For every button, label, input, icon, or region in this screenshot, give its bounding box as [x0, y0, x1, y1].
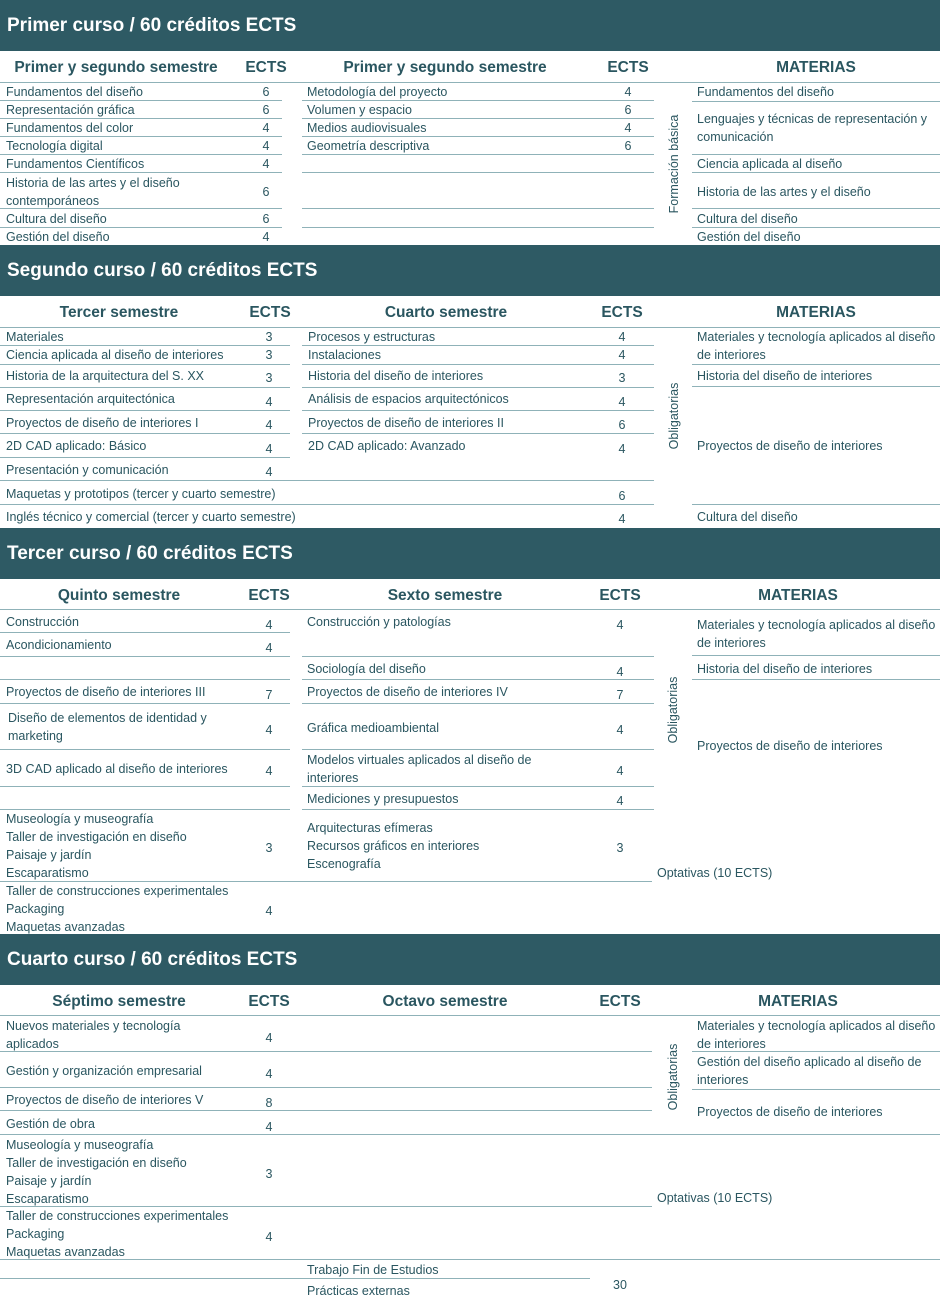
year3-optativa: Escaparatismo	[6, 866, 89, 880]
year3-optativa: Recursos gráficos en interiores	[307, 839, 480, 853]
year4-optativa: Taller de investigación en diseño	[6, 1156, 187, 1170]
year3-ects: 4	[616, 794, 624, 808]
year3-header-ects-left: ECTS	[248, 587, 290, 604]
year4-materia: Materiales y tecnología aplicados al diseño de interiores	[697, 1019, 936, 1051]
year4-subject: Proyectos de diseño de interiores V	[6, 1093, 204, 1107]
year3-optativa: Escenografía	[307, 857, 381, 871]
year2-subject: 2D CAD aplicado: Avanzado	[308, 439, 466, 453]
year2-ects: 3	[265, 348, 273, 362]
year3-optativa: Taller de construcciones experimentales	[6, 884, 229, 898]
year4-header-mid: Octavo semestre	[382, 993, 508, 1010]
year1-subject: Cultura del diseño	[6, 212, 107, 226]
year2-header-ects-mid: ECTS	[601, 304, 643, 321]
year2-subject: Representación arquitectónica	[6, 392, 175, 406]
year4-ects: 3	[265, 1167, 273, 1181]
year4-title: Cuarto curso / 60 créditos ECTS	[7, 948, 298, 970]
year4-optativa: Museología y museografía	[6, 1138, 154, 1152]
row-rule	[0, 632, 290, 633]
row-rule	[0, 703, 290, 704]
year2-ects: 4	[265, 465, 273, 479]
row-rule	[302, 410, 654, 411]
year1-ects: 4	[262, 157, 270, 171]
year3-ects: 7	[616, 688, 624, 702]
row-rule	[0, 387, 290, 388]
year4-final-subject: Trabajo Fin de Estudios	[307, 1263, 439, 1277]
year1-title: Primer curso / 60 créditos ECTS	[7, 14, 297, 36]
year1-subject: Fundamentos del diseño	[6, 85, 143, 99]
year1-ects: 6	[624, 103, 632, 117]
year3-subject: 3D CAD aplicado al diseño de interiores	[6, 762, 228, 776]
year3-ects: 4	[616, 665, 624, 679]
year1-subject: Representación gráfica	[6, 103, 135, 117]
year4-final-ects: 30	[613, 1278, 627, 1292]
year3-header-mid: Sexto semestre	[387, 587, 503, 604]
year1-subject: Volumen y espacio	[307, 103, 412, 117]
year1-ects: 6	[624, 139, 632, 153]
year4-group-label: Obligatorias	[666, 1043, 680, 1111]
year3-group-label: Obligatorias	[666, 676, 680, 744]
year1-materia: Historia de las artes y el diseño	[697, 185, 871, 199]
row-rule	[302, 809, 654, 810]
year2-subject: Análisis de espacios arquitectónicos	[308, 392, 509, 406]
row-rule	[0, 1259, 940, 1260]
year4-ects: 4	[265, 1067, 273, 1081]
year1-ects: 4	[262, 230, 270, 244]
year1-materia: Ciencia aplicada al diseño	[697, 157, 843, 171]
year3-subject: Proyectos de diseño de interiores IV	[307, 685, 508, 699]
year3-optativa: Paisaje y jardín	[6, 848, 92, 862]
year4-ects: 8	[265, 1096, 273, 1110]
year3-subject: Mediciones y presupuestos	[307, 792, 459, 806]
year2-subject: Historia de la arquitectura del S. XX	[6, 369, 205, 383]
year3-header-materias: MATERIAS	[758, 587, 838, 604]
row-rule	[692, 655, 940, 656]
year2-ects: 4	[618, 442, 626, 456]
year1-subject: Geometría descriptiva	[307, 139, 430, 153]
year2-ects: 4	[618, 395, 626, 409]
year3-ects: 4	[265, 904, 273, 918]
year3-title: Tercer curso / 60 créditos ECTS	[7, 542, 293, 564]
year4-title-band	[0, 934, 940, 985]
row-rule	[302, 703, 654, 704]
row-rule	[0, 433, 290, 434]
year1-group-label: Formación básica	[667, 114, 681, 214]
year2-ects: 4	[618, 348, 626, 362]
year1-ects: 6	[262, 185, 270, 199]
year1-title-band	[0, 0, 940, 51]
year2-materia: Materiales y tecnología aplicados al diseño de interiores	[697, 330, 936, 362]
year3-optativa: Taller de investigación en diseño	[6, 830, 187, 844]
year1-subject: Tecnología digital	[6, 139, 103, 153]
year3-subject: Sociología del diseño	[307, 662, 426, 676]
year1-ects: 4	[624, 121, 632, 135]
year2-subject: Proyectos de diseño de interiores II	[308, 416, 504, 430]
year2-subject: Historia del diseño de interiores	[308, 369, 484, 383]
year2-subject: Presentación y comunicación	[6, 463, 169, 477]
year2-ects: 6	[618, 418, 626, 432]
year1-header-left: Primer y segundo semestre	[14, 59, 218, 76]
row-rule	[0, 749, 290, 750]
year2-title-band	[0, 245, 940, 296]
row-rule	[0, 208, 282, 209]
year3-header-rule	[0, 609, 940, 610]
row-rule	[302, 227, 654, 228]
year2-subject: Proyectos de diseño de interiores I	[6, 416, 199, 430]
year2-ects: 4	[265, 395, 273, 409]
year3-optativa: Museología y museografía	[6, 812, 154, 826]
row-rule	[302, 387, 654, 388]
year2-span-subject: Maquetas y prototipos (tercer y cuarto semestre)	[6, 487, 276, 501]
row-rule	[0, 1278, 590, 1279]
row-rule	[692, 208, 940, 209]
year2-ects: 3	[618, 371, 626, 385]
year2-subject: Materiales	[6, 330, 64, 344]
row-rule	[0, 786, 290, 787]
row-rule	[692, 172, 940, 173]
row-rule	[302, 172, 654, 173]
row-rule	[692, 364, 940, 365]
year3-ects: 4	[265, 618, 273, 632]
year4-optativa: Taller de construcciones experimentales	[6, 1209, 229, 1223]
year1-header-ects-left: ECTS	[245, 59, 287, 76]
year1-header-materias: MATERIAS	[776, 59, 856, 76]
row-rule	[302, 154, 654, 155]
row-rule	[692, 101, 940, 102]
year4-header-rule	[0, 1015, 940, 1016]
year3-ects: 4	[265, 723, 273, 737]
year1-materia: Fundamentos del diseño	[697, 85, 834, 99]
year4-subject: Gestión y organización empresarial	[6, 1064, 202, 1078]
row-rule	[0, 364, 290, 365]
year4-ects: 4	[265, 1031, 273, 1045]
year2-ects: 3	[265, 330, 273, 344]
year1-ects: 4	[262, 139, 270, 153]
row-rule	[302, 786, 654, 787]
year4-materia: Proyectos de diseño de interiores	[697, 1105, 883, 1119]
year1-subject: Fundamentos Científicos	[6, 157, 145, 171]
row-rule	[302, 656, 654, 657]
year3-ects: 4	[265, 641, 273, 655]
year1-subject: Fundamentos del color	[6, 121, 134, 135]
year1-materia: Lenguajes y técnicas de representación y comunicación	[697, 112, 928, 144]
year2-materia: Proyectos de diseño de interiores	[697, 439, 883, 453]
year1-materia: Cultura del diseño	[697, 212, 798, 226]
year3-subject: Gráfica medioambiental	[307, 721, 440, 735]
year3-ects: 4	[616, 723, 624, 737]
year1-ects: 4	[262, 121, 270, 135]
row-rule	[0, 1051, 652, 1052]
row-rule	[0, 504, 654, 505]
year3-header-left: Quinto semestre	[57, 587, 181, 604]
year4-optativa: Packaging	[6, 1227, 65, 1241]
row-rule	[692, 1051, 940, 1052]
year4-header-materias: MATERIAS	[758, 993, 838, 1010]
row-rule	[0, 1087, 652, 1088]
year4-subject: Nuevos materiales y tecnología aplicados	[6, 1019, 181, 1051]
year3-materia: Proyectos de diseño de interiores	[697, 739, 883, 753]
year3-materia: Historia del diseño de interiores	[697, 662, 873, 676]
year3-optativa: Arquitecturas efímeras	[307, 821, 433, 835]
row-rule	[692, 386, 940, 387]
year1-subject: Historia de las artes y el diseño contemporáneos	[6, 176, 180, 208]
year1-ects: 4	[624, 85, 632, 99]
row-rule	[692, 679, 940, 680]
year2-ects: 3	[265, 371, 273, 385]
year3-optativas-label: Optativas (10 ECTS)	[657, 866, 773, 880]
year3-ects: 7	[265, 688, 273, 702]
year1-ects: 6	[262, 103, 270, 117]
year4-optativas-label: Optativas (10 ECTS)	[657, 1191, 773, 1205]
row-rule	[0, 1110, 652, 1111]
year2-ects: 4	[265, 442, 273, 456]
year4-header-ects-mid: ECTS	[599, 993, 641, 1010]
year3-ects: 4	[265, 764, 273, 778]
row-rule	[302, 749, 654, 750]
row-rule	[302, 208, 654, 209]
year3-subject: Construcción y patologías	[307, 615, 451, 629]
year4-optativa: Paisaje y jardín	[6, 1174, 92, 1188]
year4-header-left: Séptimo semestre	[52, 993, 186, 1010]
row-rule	[0, 1134, 940, 1135]
year2-subject: Procesos y estructuras	[308, 330, 436, 344]
row-rule	[302, 433, 654, 434]
year3-subject: Construcción	[6, 615, 79, 629]
year3-subject: Modelos virtuales aplicados al diseño de interiores	[307, 753, 532, 785]
year1-header-ects-mid: ECTS	[607, 59, 649, 76]
year2-title: Segundo curso / 60 créditos ECTS	[7, 259, 318, 281]
row-rule	[302, 679, 654, 680]
year2-group-label: Obligatorias	[667, 382, 681, 450]
year2-ects: 4	[265, 418, 273, 432]
year4-optativa: Escaparatismo	[6, 1192, 89, 1206]
year4-ects: 4	[265, 1230, 273, 1244]
row-rule	[0, 656, 290, 657]
year1-subject: Metodología del proyecto	[307, 85, 448, 99]
year3-subject: Acondicionamiento	[6, 638, 112, 652]
year4-optativa: Maquetas avanzadas	[6, 1245, 125, 1259]
year3-optativa: Maquetas avanzadas	[6, 920, 125, 934]
year3-ects: 4	[616, 618, 624, 632]
year1-subject: Medios audiovisuales	[307, 121, 427, 135]
year2-subject: 2D CAD aplicado: Básico	[6, 439, 147, 453]
year3-optativa: Packaging	[6, 902, 65, 916]
year2-header-materias: MATERIAS	[776, 304, 856, 321]
year3-subject: Diseño de elementos de identidad y marketing	[8, 711, 207, 743]
year2-materia: Historia del diseño de interiores	[697, 369, 873, 383]
year3-header-ects-mid: ECTS	[599, 587, 641, 604]
year2-header-left: Tercer semestre	[59, 304, 179, 321]
year3-ects: 4	[616, 764, 624, 778]
row-rule	[0, 172, 282, 173]
year3-materia: Materiales y tecnología aplicados al diseño de interiores	[697, 618, 936, 650]
year1-subject: Gestión del diseño	[6, 230, 110, 244]
row-rule	[692, 504, 940, 505]
year2-materia: Cultura del diseño	[697, 510, 798, 524]
year2-header-mid: Cuarto semestre	[384, 304, 508, 321]
year1-ects: 6	[262, 85, 270, 99]
row-rule	[302, 364, 654, 365]
year1-materia: Gestión del diseño	[697, 230, 801, 244]
year2-span-ects: 4	[618, 512, 626, 526]
year2-subject: Ciencia aplicada al diseño de interiores	[6, 348, 224, 362]
year2-ects: 4	[618, 330, 626, 344]
year3-title-band	[0, 528, 940, 579]
year4-ects: 4	[265, 1120, 273, 1134]
row-rule	[0, 679, 290, 680]
year3-ects: 3	[265, 841, 273, 855]
year4-header-ects-left: ECTS	[248, 993, 290, 1010]
year3-subject: Proyectos de diseño de interiores III	[6, 685, 206, 699]
year4-materia: Gestión del diseño aplicado al diseño de interiores	[697, 1055, 922, 1087]
row-rule	[0, 457, 290, 458]
year2-span-subject: Inglés técnico y comercial (tercer y cuarto semestre)	[6, 510, 296, 524]
year4-final-subject: Prácticas externas	[307, 1284, 410, 1298]
year4-subject: Gestión de obra	[6, 1117, 95, 1131]
year2-header-ects-left: ECTS	[249, 304, 291, 321]
year3-ects: 3	[616, 841, 624, 855]
year1-ects: 6	[262, 212, 270, 226]
row-rule	[0, 480, 654, 481]
year1-header-mid: Primer y segundo semestre	[343, 59, 547, 76]
year2-subject: Instalaciones	[308, 348, 381, 362]
row-rule	[0, 410, 290, 411]
year2-span-ects: 6	[618, 489, 626, 503]
row-rule	[692, 1089, 940, 1090]
